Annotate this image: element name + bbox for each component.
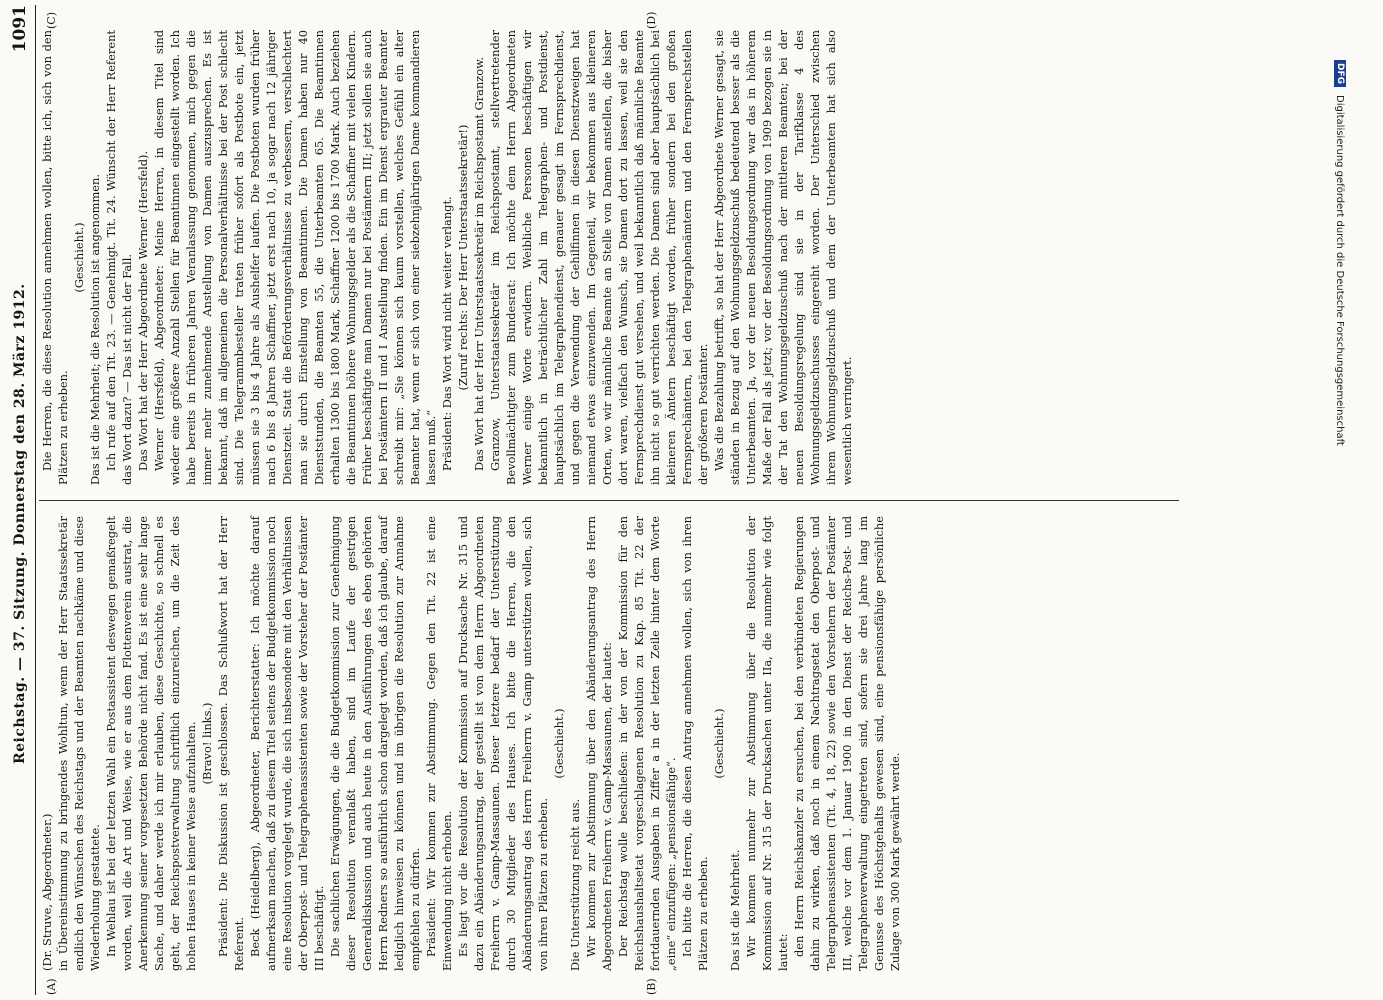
- rotated-content: [5, 5, 1265, 995]
- page-number: 1091: [10, 5, 30, 53]
- interjection: (Geschieht.): [552, 708, 566, 779]
- paragraph: Das Wort hat der Herr Unterstaatssekretär im Reichspostamt Granzow.: [472, 56, 486, 471]
- dfg-logo: DFG: [1334, 60, 1346, 87]
- interjection: (Bravo! links.): [200, 702, 214, 785]
- column-divider: [39, 500, 1179, 501]
- margin-marker-c: (C): [45, 12, 58, 29]
- page-header: [5, 5, 36, 995]
- paragraph: Beck (Heidelberg), Abgeordneter, Berichterstatter: Ich möchte darauf aufmerksam machen, daß zu diesem Titel seitens der Budgetkommission noch eine Resolution vorgelegt wurde, die sich insbesondere mit den Verhältnissen der Oberpost- und Telegraphenassistenten sowie der Vorsteher der Postämter III beschäftigt.: [248, 516, 326, 971]
- interjection: (Geschieht.): [72, 222, 86, 293]
- interjection: (Zuruf rechts: Der Herr Unterstaatssekretär!): [456, 124, 470, 391]
- paragraph: Die Herren, die diese Resolution annehmen wollen, bitte ich, sich von den Plätzen zu erheben.: [40, 30, 70, 485]
- paragraph: Ich bitte die Herren, die diesen Antrag annehmen wollen, sich von ihren Plätzen zu erheben.: [680, 516, 710, 971]
- speaker-note: (Dr. Struve, Abgeordneter.): [40, 813, 54, 971]
- right-column: [39, 30, 855, 485]
- left-column: [39, 516, 903, 971]
- margin-marker-d: (D): [645, 11, 658, 29]
- paragraph: in Übereinstimmung zu bringendes Wohltun, wenn der Herr Staatssekretär endlich den Wünschen des Reichstags und der Beamten nachkäme und diese Wiederholung gestattete.: [56, 516, 102, 971]
- paragraph: Wir kommen nunmehr zur Abstimmung über die Resolution der Kommission auf Nr. 315 der Drucksachen unter IIa, die nunmehr wie folgt lautet:: [744, 516, 790, 971]
- paragraph: Präsident: Das Wort wird nicht weiter verlangt.: [440, 196, 454, 471]
- header-title: Reichstag. — 37. Sitzung. Donnerstag den 28. März 1912.: [12, 283, 28, 764]
- resolution-text: den Herrn Reichskanzler zu ersuchen, bei den verbündeten Regierungen dahin zu wirken, daß noch in einem Nachtragsetat den Oberpost- und Telegraphenassistenten (Tit. 4, 18, 22) sowie den Vorstehern der Postämter III, welche vor dem 1. Januar 1900 in den Dienst der Reichs-Post- und Telegraphenverwaltung eingetreten sind, sofern sie drei Jahre lang im Genusse des Höchstgehalts gewesen sind, eine pensionsfähige persönliche Zulage von 300 Mark gewährt werde.: [792, 516, 902, 971]
- paragraph: Die sachlichen Erwägungen, die die Budgetkommission zur Genehmigung dieser Resolution veranlaßt haben, sind im Laufe der gestrigen Generaldiskussion und auch heute in den Ausführungen des eben gehörten Herrn Redners so ausführlich schon dargelegt worden, daß ich glaube, darauf lediglich hinweisen zu können und im übrigen die Resolution zur Annahme empfehlen zu dürfen.: [328, 516, 422, 971]
- paragraph: Granzow, Unterstaatssekretär im Reichspostamt, stellvertretender Bevollmächtigter zum Bundesrat: Ich möchte dem Herrn Abgeordneten Werner einige Worte erwidern. Weibliche Personen beschäftigen wir bekanntlich in beträchtlicher Zahl im Telegraphen- und Postdienst, hauptsächlich im Telegraphendienst, genauer gesagt im Fernsprechdienst, und gegen die Verwendung der Gehilfinnen in diesen Dienstzweigen hat niemand etwas einzuwenden. Im Gegenteil, wir bekommen aus kleineren Orten, wo wir männliche Beamte an Stelle von Damen anstellen, die bisher dort waren, vielfach den Wunsch, sie Damen dort zu lassen, weil sie den Fernsprechdienst gut versehen, und weil bekanntlich daß männliche Beamte ihn nicht so gut verrichten werden. Die Damen sind aber hauptsächlich bei kleineren Ämtern beschäftigt worden, früher sondern bei den großen Fernsprechämtern, bei den Telegraphenämtern und den Fernsprechstellen der größeren Postämter.: [488, 30, 710, 485]
- paragraph: Wir kommen zur Abstimmung über den Abänderungsantrag des Herrn Abgeordneten Freiherrn v. Gamp-Massaunen, der lautet:: [584, 516, 614, 971]
- paragraph: Präsident: Die Diskussion ist geschlossen. Das Schlußwort hat der Herr Referent.: [216, 516, 246, 971]
- margin-marker-b: (B): [645, 978, 658, 995]
- paragraph: Das ist die Mehrheit; die Resolution ist angenommen.: [88, 174, 102, 485]
- digitization-credit: [1333, 60, 1347, 940]
- paragraph: Es liegt vor die Resolution der Kommission auf Drucksache Nr. 315 und dazu ein Abänderungsantrag, der gestellt ist von dem Herrn Abgeordneten Freiherrn v. Gamp-Massaunen. Dieser letztere bedarf der Unterstützung durch 30 Mitglieder des Hauses. Ich bitte die Herren, die den Abänderungsantrag des Herrn Freiherrn v. Gamp unterstützen wollen, sich von ihren Plätzen zu erheben.: [456, 516, 550, 971]
- paragraph: Das Wort hat der Herr Abgeordnete Werner (Hersfeld).: [136, 150, 150, 471]
- credit-text: Digitalisierung gefördert durch die Deutsche Forschungsgemeinschaft: [1334, 95, 1346, 446]
- interjection: (Geschieht.): [712, 708, 726, 779]
- margin-marker-a: (A): [45, 978, 58, 995]
- motion-text: Der Reichstag wolle beschließen: in der von der Kommission für den Reichshaushaltsetat vorgeschlagenen Resolution zu Kap. 85 Tit. 22 der fortdauernden Ausgaben in Ziffer a in der letzten Zeile hinter dem Worte „eine“ einzufügen: „pensionsfähige“.: [616, 516, 678, 971]
- paragraph: Ich rufe auf den Tit. 23. — Genehmigt. Tit. 24. Wünscht der Herr Referent das Wort dazu? — Das ist nicht der Fall.: [104, 30, 134, 485]
- paragraph: Werner (Hersfeld), Abgeordneter: Meine Herren, in diesem Titel sind wieder eine größere Anzahl Stellen für Beamtinnen eingestellt worden. Ich habe bereits in früheren Jahren Veranlassung genommen, mich gegen die immer mehr zunehmende Anstellung von Damen auszusprechen. Es ist bekannt, daß im allgemeinen die Personalverhältnisse bei der Post schlecht sind. Die Telegrammbesteller traten früher sofort als Postbote ein, jetzt müssen sie 3 bis 4 Jahre als Aushelfer laufen. Die Postboten wurden früher nach 6 bis 8 Jahren Schaffner, jetzt erst nach 10, ja sogar nach 12 jähriger Dienstzeit. Statt die Beförderungsverhältnisse zu verbessern, verschlechtert man sie durch Einstellung von Beamtinnen. Die Damen haben nur 40 Dienststunden, die Beamten 55, die Unterbeamten 65. Die Beamtinnen erhalten 1300 bis 1800 Mark, Schaffner 1200 bis 1700 Mark. Auch beziehen die Beamtinnen höhere Wohnungsgelder als die Schaffner mit vielen Kindern. Früher beschäftigte man Damen nur bei Postämtern III; jetzt sollen sie auch bei Postämtern II und I Anstellung finden. Ein im Dienst ergrauter Beamter schreibt mir: „Sie können sich kaum vorstellen, welches Gefühl ein alter Beamter hat, wenn er sich von einer siebzehnjährigen Dame kommandieren lassen muß.“: [152, 30, 438, 485]
- paragraph: In Wehlau ist bei der letzten Wahl ein Postassistent deswegen gemaßregelt worden, weil die Art und Weise, wie er aus dem Flottenverein austrat, die Anerkennung seiner vorgesetzten Behörde nicht fand. Es ist eine sehr lange Sache, und daher werde ich mir erlauben, diese Geschichte, so schnell es geht, der Reichspostverwaltung schriftlich einzureichen, um die Zeit des hohen Hauses in keiner Weise aufzuhalten.: [104, 516, 198, 971]
- paragraph: Das ist die Mehrheit.: [728, 849, 742, 971]
- paragraph: Die Unterstützung reicht aus.: [568, 798, 582, 971]
- paragraph: Präsident: Wir kommen zur Abstimmung. Gegen den Tit. 22 ist eine Einwendung nicht erhoben.: [424, 516, 454, 971]
- paragraph: Was die Bezahlung betrifft, so hat der Herr Abgeordnete Werner gesagt, sie ständen in Bezug auf den Wohnungsgeldzuschuß bedeutend besser als die Unterbeamten. Ja, vor der neuen Besoldungsordnung war das in höherem Maße der Fall als jetzt; vor der Besoldungsordnung von 1909 bezogen sie in der Tat den Wohnungsgeldzuschuß nach der mittleren Beamten; bei der neuen Besoldungsregelung sind sie in der Tarifklasse 4 des Wohnungsgeldzuschusses eingereiht worden. Der Unterschied zwischen ihrem Wohnungsgeldzuschuß und dem der Unterbeamten hat sich also wesentlich verringert.: [712, 30, 854, 485]
